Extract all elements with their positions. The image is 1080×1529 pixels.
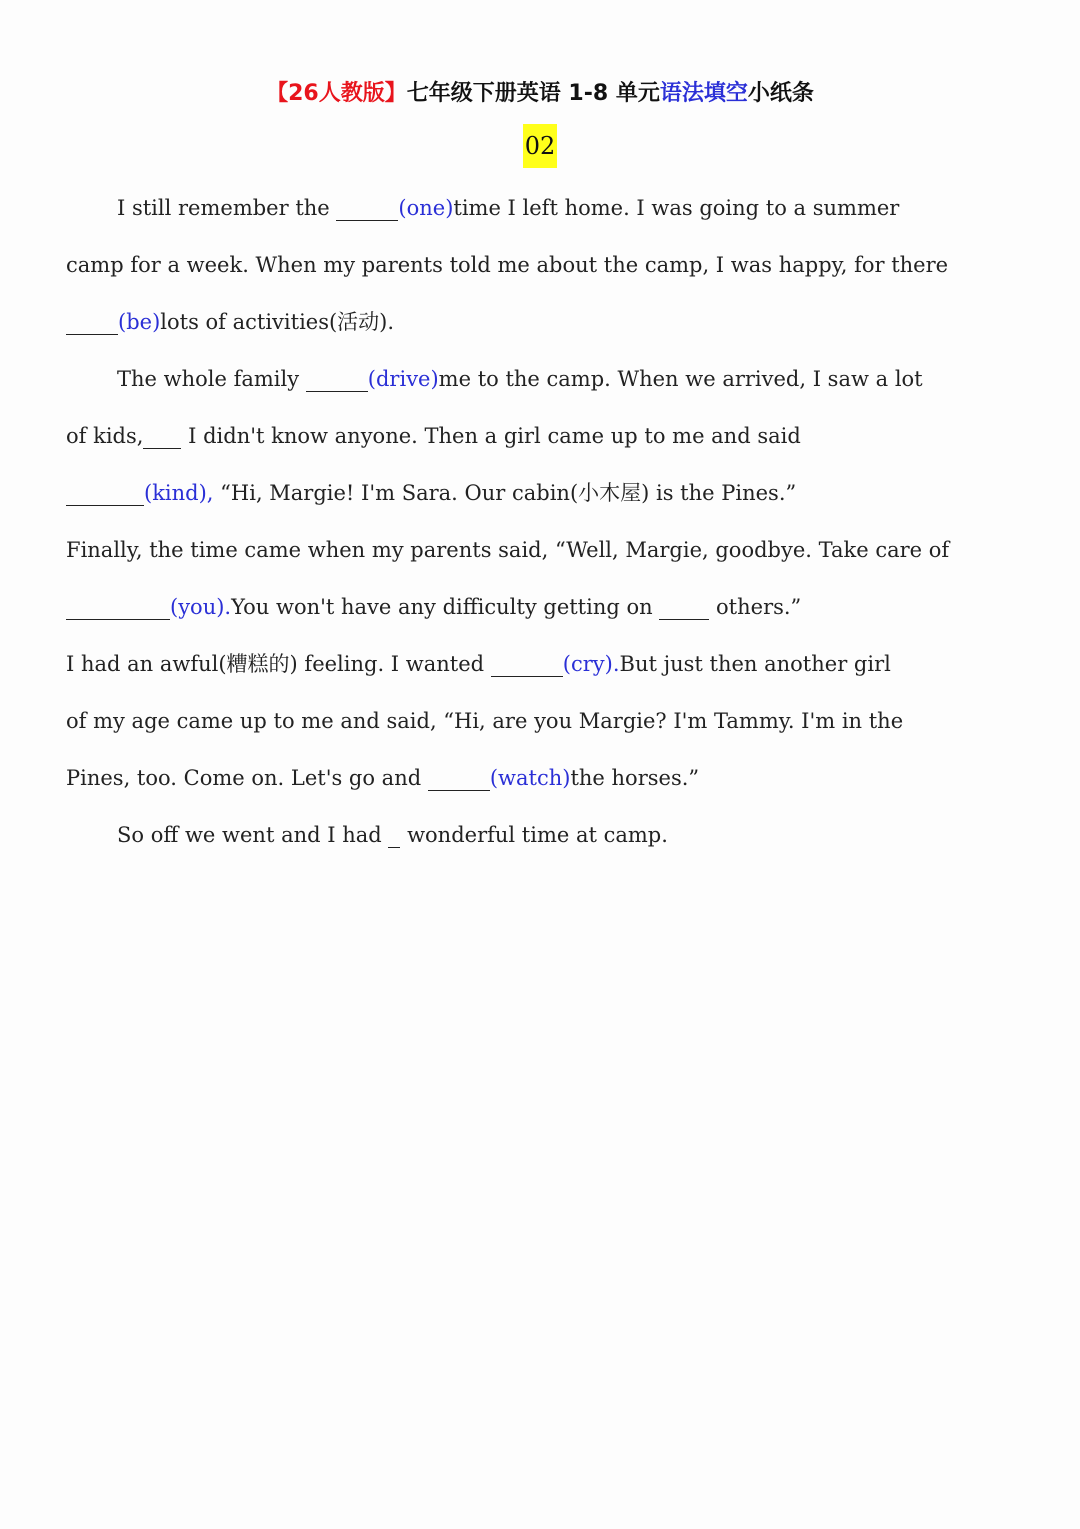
answer-blank[interactable] [66, 595, 170, 620]
line-text: camp for a week. When my parents told me about the camp, I was happy, for there [66, 253, 949, 277]
title-topic: 语法填空 [659, 81, 748, 106]
passage-line [66, 750, 1014, 807]
answer-blank[interactable] [388, 823, 400, 848]
line-text: me to the camp. When we arrived, I saw a lot [438, 367, 923, 391]
line-text: So off we went and I had [117, 823, 382, 847]
word-hint: (cry). [562, 652, 620, 676]
passage-line [66, 294, 1014, 351]
passage-line [66, 807, 1014, 864]
passage-line [66, 693, 1014, 750]
answer-blank[interactable] [143, 424, 181, 449]
word-hint: (one) [398, 196, 454, 220]
passage-line [66, 237, 1014, 294]
passage-line [66, 408, 1014, 465]
line-text: The whole family [117, 367, 300, 391]
word-hint: (you). [170, 595, 232, 619]
passage-line [66, 579, 1014, 636]
line-text: Finally, the time came when my parents said, “Well, Margie, goodbye. Take care of [66, 538, 950, 562]
number-badge: 02 [523, 124, 558, 168]
line-text: of my age came up to me and said, “Hi, are you Margie? I'm Tammy. I'm in the [66, 709, 904, 733]
line-text: “Hi, Margie! I'm Sara. Our cabin(小木屋) is the Pines.” [220, 481, 797, 505]
answer-blank[interactable] [306, 367, 368, 392]
title-edition: 【26人教版】 [266, 81, 407, 106]
answer-blank[interactable] [66, 481, 144, 506]
page-title [0, 66, 1080, 122]
word-hint: (kind), [144, 481, 214, 505]
word-hint: (be) [118, 310, 161, 334]
line-text: the horses.” [570, 766, 700, 790]
word-hint: (watch) [489, 766, 571, 790]
passage-line [66, 351, 1014, 408]
line-text: lots of activities(活动). [160, 310, 395, 334]
answer-blank[interactable] [336, 196, 398, 221]
answer-blank[interactable] [491, 652, 563, 677]
line-text: I had an awful(糟糕的) feeling. I wanted [66, 652, 485, 676]
line-text: time I left home. I was going to a summer [453, 196, 900, 220]
line-text: I still remember the [117, 196, 330, 220]
passage [66, 180, 1014, 864]
answer-blank[interactable] [66, 310, 118, 335]
number-badge-row [0, 124, 1080, 168]
title-suffix: 小纸条 [747, 81, 814, 106]
line-text: You won't have any difficulty getting on [231, 595, 653, 619]
word-hint: (drive) [367, 367, 439, 391]
passage-line [66, 180, 1014, 237]
title-grade-unit: 七年级下册英语 1-8 单元 [406, 81, 660, 106]
passage-line [66, 522, 1014, 579]
line-text: wonderful time at camp. [407, 823, 668, 847]
line-text: Pines, too. Come on. Let's go and [66, 766, 422, 790]
passage-line [66, 465, 1014, 522]
answer-blank[interactable] [659, 595, 709, 620]
line-text: But just then another girl [619, 652, 891, 676]
line-text: of kids, [66, 424, 144, 448]
passage-line [66, 636, 1014, 693]
line-text: I didn't know anyone. Then a girl came up to me and said [188, 424, 801, 448]
answer-blank[interactable] [428, 766, 490, 791]
line-text: others.” [716, 595, 802, 619]
